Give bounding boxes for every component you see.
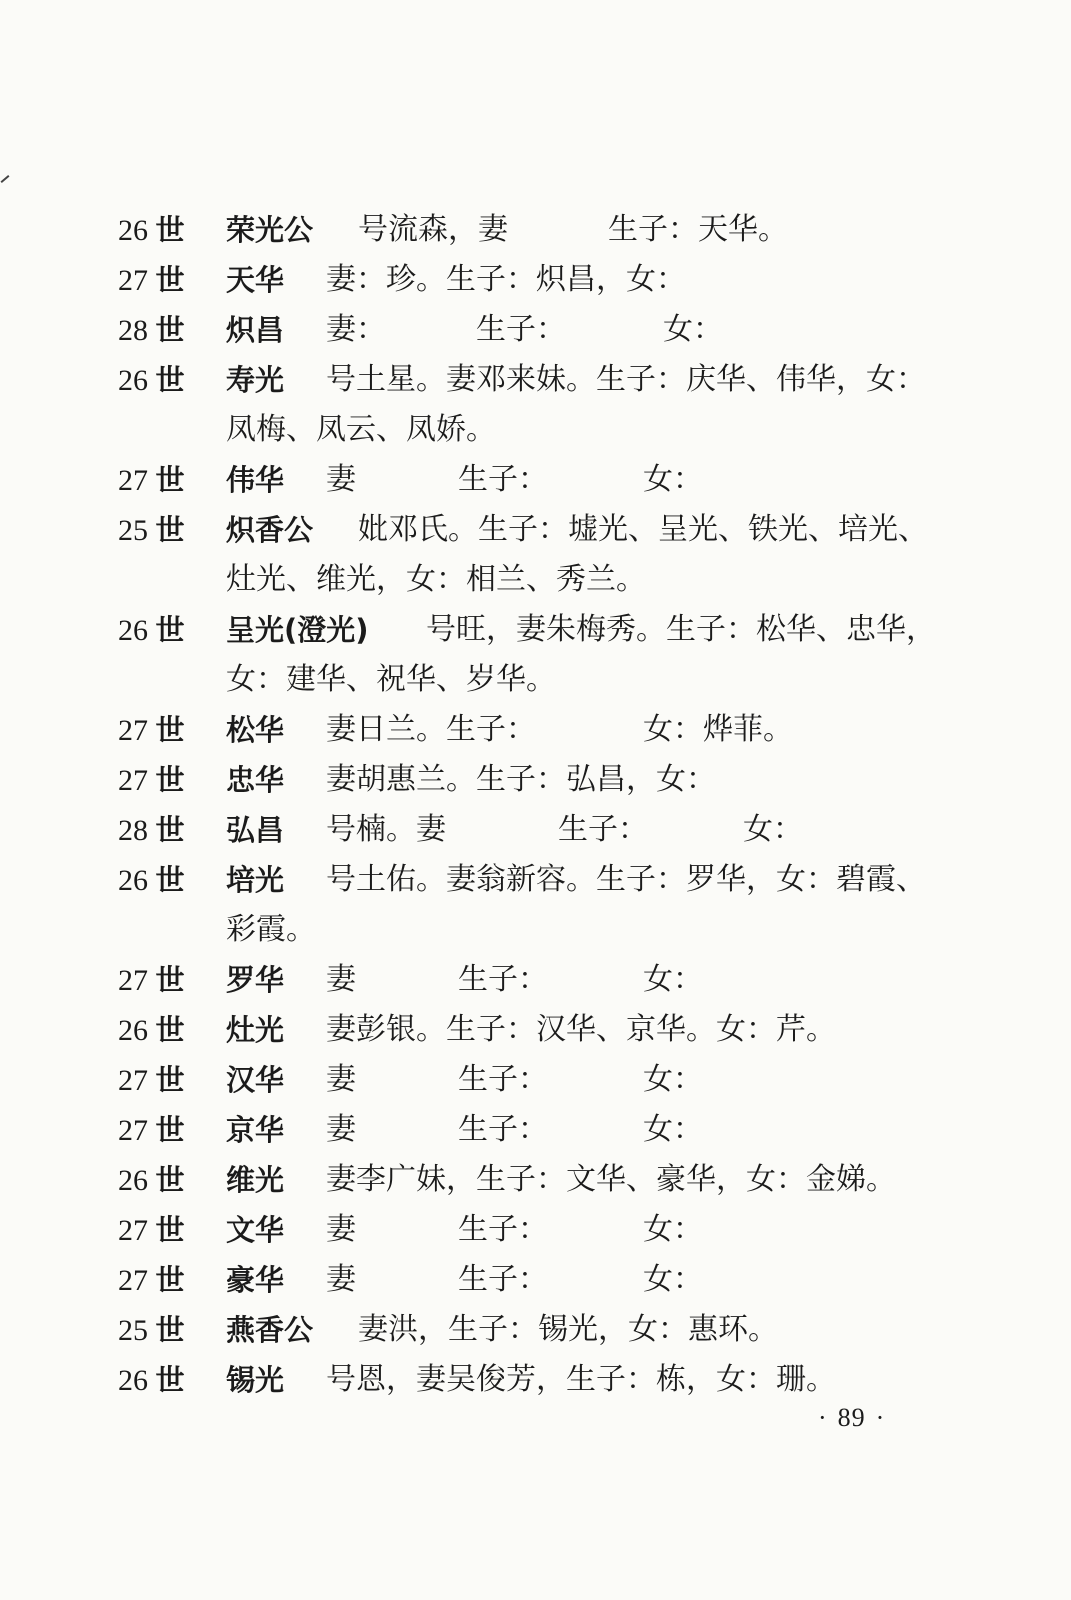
genealogy-entry xyxy=(118,605,958,655)
generation-number: 26 xyxy=(118,614,148,647)
entry-detail: 号楠。妻 xyxy=(326,812,446,847)
genealogy-entry xyxy=(118,955,958,1005)
generation-label xyxy=(118,1305,185,1356)
generation-label xyxy=(118,1055,185,1106)
entry-detail: 女： xyxy=(643,1112,703,1147)
entry-continuation: 灶光、维光，女：相兰、秀兰。 xyxy=(226,562,646,597)
person-name: 天华 xyxy=(226,263,285,297)
person-name: 伟华 xyxy=(226,463,285,497)
entry-detail: 生子： xyxy=(458,1112,548,1147)
entry-detail: 号土佑。妻翁新容。生子：罗华，女：碧霞、 xyxy=(326,862,926,897)
person-name: 忠华 xyxy=(226,763,285,797)
person-name: 寿光 xyxy=(226,363,285,397)
generation-number: 26 xyxy=(118,364,148,397)
page-number-value: 89 xyxy=(837,1403,866,1432)
generation-suffix: 世 xyxy=(155,313,185,347)
generation-number: 28 xyxy=(118,814,148,847)
generation-suffix: 世 xyxy=(155,1313,185,1347)
page-number-dot-left: · xyxy=(818,1403,828,1432)
entry-detail: 生子： xyxy=(458,962,548,997)
margin-scratch-mark xyxy=(1,175,10,183)
generation-suffix: 世 xyxy=(155,213,185,247)
generation-suffix: 世 xyxy=(155,1163,185,1197)
genealogy-entry xyxy=(118,1355,958,1405)
person-name: 炽昌 xyxy=(226,313,285,347)
generation-number: 26 xyxy=(118,1364,148,1397)
entry-detail: 妻彭银。生子：汉华、京华。女：芹。 xyxy=(326,1012,836,1047)
generation-suffix: 世 xyxy=(155,1213,185,1247)
entry-detail: 妻 xyxy=(326,1062,356,1097)
generation-label xyxy=(118,955,185,1006)
person-name: 汉华 xyxy=(226,1063,285,1097)
generation-suffix: 世 xyxy=(155,513,185,547)
entry-detail: 生子： xyxy=(458,1262,548,1297)
entry-detail: 女：烨菲。 xyxy=(643,712,793,747)
generation-number: 25 xyxy=(118,1314,148,1347)
entry-detail: 女： xyxy=(643,1212,703,1247)
genealogy-entry xyxy=(118,205,958,255)
page-number-dot-right: · xyxy=(875,1403,886,1432)
generation-label xyxy=(118,455,185,506)
generation-number: 27 xyxy=(118,1214,148,1247)
generation-suffix: 世 xyxy=(155,263,185,297)
entry-detail: 妻洪，生子：锡光，女：惠环。 xyxy=(358,1312,778,1347)
generation-suffix: 世 xyxy=(155,1013,185,1047)
generation-number: 28 xyxy=(118,314,148,347)
generation-label xyxy=(118,1155,185,1206)
generation-number: 27 xyxy=(118,1264,148,1297)
genealogy-entry xyxy=(118,1005,958,1055)
entry-detail: 妻：珍。生子：炽昌，女： xyxy=(326,262,686,297)
person-name: 灶光 xyxy=(226,1013,285,1047)
person-name: 京华 xyxy=(226,1113,285,1147)
person-name: 炽香公 xyxy=(226,513,314,547)
entry-detail: 妻李广妹，生子：文华、豪华，女：金娣。 xyxy=(326,1162,896,1197)
generation-number: 26 xyxy=(118,214,148,247)
generation-label xyxy=(118,355,185,406)
entry-detail: 生子： xyxy=(458,462,548,497)
entry-continuation: 女：建华、祝华、岁华。 xyxy=(226,662,556,697)
generation-label xyxy=(118,305,185,356)
genealogy-entry xyxy=(118,1255,958,1305)
generation-suffix: 世 xyxy=(155,713,185,747)
generation-number: 27 xyxy=(118,714,148,747)
person-name: 维光 xyxy=(226,1163,285,1197)
generation-suffix: 世 xyxy=(155,1063,185,1097)
entry-continuation: 凤梅、凤云、凤娇。 xyxy=(226,412,496,447)
generation-suffix: 世 xyxy=(155,763,185,797)
entry-detail: 妻胡惠兰。生子：弘昌，女： xyxy=(326,762,716,797)
generation-suffix: 世 xyxy=(155,363,185,397)
entry-detail: 妻 xyxy=(326,1212,356,1247)
generation-number: 27 xyxy=(118,1064,148,1097)
entry-detail: 妻 xyxy=(326,962,356,997)
generation-number: 26 xyxy=(118,1164,148,1197)
genealogy-entry xyxy=(118,1055,958,1105)
genealogy-entry xyxy=(118,455,958,505)
genealogy-entry xyxy=(118,805,958,855)
generation-suffix: 世 xyxy=(155,1263,185,1297)
generation-number: 26 xyxy=(118,864,148,897)
entry-detail: 女： xyxy=(663,312,723,347)
genealogy-entry xyxy=(118,1305,958,1355)
entry-detail: 妣邓氏。生子：墟光、呈光、铁光、培光、 xyxy=(358,512,928,547)
generation-label xyxy=(118,1255,185,1306)
generation-label xyxy=(118,255,185,306)
person-name: 呈光(澄光) xyxy=(226,613,369,647)
genealogy-entry xyxy=(118,1205,958,1255)
entry-detail: 妻 xyxy=(326,462,356,497)
entry-detail: 女： xyxy=(643,462,703,497)
generation-suffix: 世 xyxy=(155,813,185,847)
generation-label xyxy=(118,705,185,756)
page-number xyxy=(808,1403,895,1433)
genealogy-entry xyxy=(118,755,958,805)
generation-suffix: 世 xyxy=(155,613,185,647)
genealogy-entry xyxy=(118,705,958,755)
genealogy-entry xyxy=(118,855,958,905)
entry-detail: 生子：天华。 xyxy=(608,212,788,247)
generation-number: 25 xyxy=(118,514,148,547)
generation-label xyxy=(118,1005,185,1056)
entry-detail: 女： xyxy=(643,962,703,997)
generation-label xyxy=(118,755,185,806)
entry-detail: 号土星。妻邓来妹。生子：庆华、伟华，女： xyxy=(326,362,926,397)
generation-label xyxy=(118,205,185,256)
entry-detail: 妻： xyxy=(326,312,386,347)
generation-label xyxy=(118,505,185,556)
generation-number: 27 xyxy=(118,264,148,297)
genealogy-entry xyxy=(118,1105,958,1155)
entry-detail: 妻 xyxy=(326,1262,356,1297)
person-name: 荣光公 xyxy=(226,213,314,247)
generation-label xyxy=(118,1105,185,1156)
entry-detail: 妻日兰。生子： xyxy=(326,712,536,747)
generation-suffix: 世 xyxy=(155,1113,185,1147)
genealogy-entries xyxy=(118,205,958,1405)
generation-label xyxy=(118,805,185,856)
generation-suffix: 世 xyxy=(155,463,185,497)
entry-detail: 女： xyxy=(743,812,803,847)
person-name: 培光 xyxy=(226,863,285,897)
entry-detail: 女： xyxy=(643,1062,703,1097)
genealogy-entry xyxy=(118,305,958,355)
generation-suffix: 世 xyxy=(155,963,185,997)
genealogy-entry xyxy=(118,355,958,405)
genealogy-entry xyxy=(118,1155,958,1205)
generation-number: 27 xyxy=(118,464,148,497)
person-name: 弘昌 xyxy=(226,813,285,847)
entry-detail: 女： xyxy=(643,1262,703,1297)
entry-detail: 生子： xyxy=(476,312,566,347)
person-name: 锡光 xyxy=(226,1363,285,1397)
person-name: 松华 xyxy=(226,713,285,747)
generation-suffix: 世 xyxy=(155,1363,185,1397)
entry-detail: 生子： xyxy=(558,812,648,847)
generation-label xyxy=(118,1355,185,1406)
entry-detail: 号流森，妻 xyxy=(358,212,508,247)
entry-detail: 号恩，妻吴俊芳，生子：栋，女：珊。 xyxy=(326,1362,836,1397)
entry-detail: 生子： xyxy=(458,1212,548,1247)
generation-label xyxy=(118,1205,185,1256)
genealogy-entry xyxy=(118,255,958,305)
person-name: 罗华 xyxy=(226,963,285,997)
generation-label xyxy=(118,605,185,656)
generation-number: 27 xyxy=(118,764,148,797)
person-name: 燕香公 xyxy=(226,1313,314,1347)
generation-suffix: 世 xyxy=(155,863,185,897)
genealogy-entry xyxy=(118,505,958,555)
generation-number: 27 xyxy=(118,964,148,997)
generation-number: 27 xyxy=(118,1114,148,1147)
person-name: 文华 xyxy=(226,1213,285,1247)
generation-label xyxy=(118,855,185,906)
entry-continuation: 彩霞。 xyxy=(226,912,316,947)
entry-detail: 生子： xyxy=(458,1062,548,1097)
entry-detail: 号旺，妻朱梅秀。生子：松华、忠华， xyxy=(426,612,936,647)
generation-number: 26 xyxy=(118,1014,148,1047)
person-name: 豪华 xyxy=(226,1263,285,1297)
entry-detail: 妻 xyxy=(326,1112,356,1147)
